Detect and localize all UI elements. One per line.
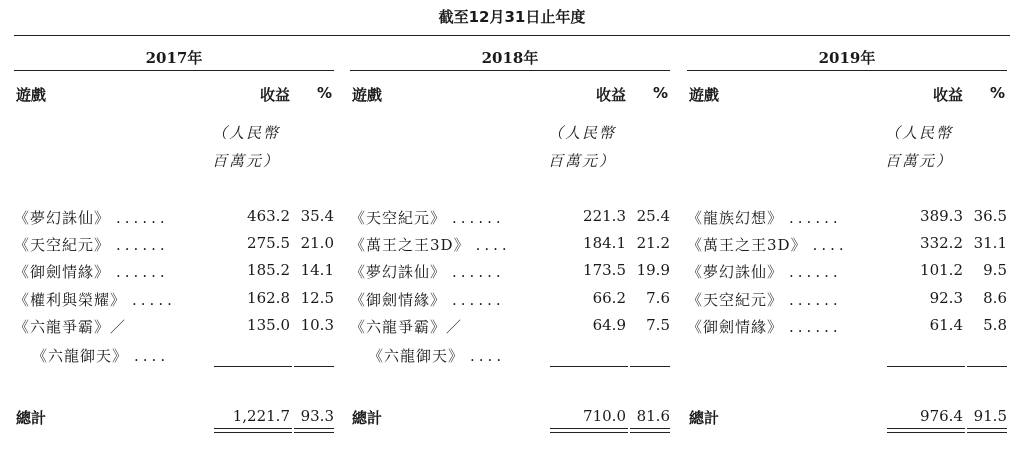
revenue-value: 275.5 [247,234,290,252]
percent-value: 36.5 [973,207,1007,225]
revenue-value: 61.4 [929,316,963,334]
leader-dots: .... [475,236,511,254]
game-name: 《御劍情緣》 [350,291,447,309]
total-revenue: 710.0 [583,407,626,425]
subtotal-rule-percent [630,366,670,367]
leader-dots: ...... [116,263,169,281]
revenue-value: 463.2 [247,207,290,225]
game-name-cell [14,207,169,228]
unit-label-line2: 百萬元） [548,152,617,170]
year-heading: 2017年 [145,49,203,67]
subtotal-rule-percent [967,366,1007,367]
percent-value: 8.6 [983,289,1007,307]
revenue-value: 221.3 [583,207,626,225]
game-name: 《御劍情緣》 [687,318,784,336]
year-rule [350,70,670,71]
subtotal-rule-percent [294,366,334,367]
percent-value: 21.2 [636,234,670,252]
revenue-value: 162.8 [247,289,290,307]
year-heading: 2019年 [818,49,876,67]
total-percent: 93.3 [300,407,334,425]
leader-dots: ...... [452,291,505,309]
leader-dots: ...... [789,318,842,336]
total-double-rule-revenue [887,428,965,433]
leader-dots: ...... [789,263,842,281]
col-header-revenue: 收益 [932,86,963,104]
col-header-percent: % [316,84,332,102]
col-header-percent: % [989,84,1005,102]
percent-value: 35.4 [300,207,334,225]
percent-value: 5.8 [983,316,1007,334]
percent-value: 19.9 [636,261,670,279]
percent-value: 10.3 [300,316,334,334]
game-name-cell [687,261,842,282]
subtotal-rule-revenue [550,366,628,367]
year-rule [14,70,334,71]
total-double-rule-percent [294,428,334,433]
total-double-rule-revenue [214,428,292,433]
unit-label-line2: 百萬元） [885,152,954,170]
col-header-revenue: 收益 [259,86,290,104]
total-double-rule-percent [630,428,670,433]
col-header-game: 遊戲 [352,86,383,104]
game-name-cell [350,261,505,282]
leader-dots: .... [134,347,170,365]
percent-value: 25.4 [636,207,670,225]
revenue-value: 185.2 [247,261,290,279]
percent-value: 9.5 [983,261,1007,279]
leader-dots: ...... [452,263,505,281]
leader-dots: ...... [116,209,169,227]
total-label: 總計 [16,409,47,427]
revenue-value: 332.2 [920,234,963,252]
game-name: 《萬王之王3D》 [350,236,470,254]
game-name-cell [350,289,505,310]
game-name-cell [368,345,505,366]
percent-value: 7.5 [646,316,670,334]
title-rule [14,35,1010,36]
revenue-value: 135.0 [247,316,290,334]
unit-label-line1: （人民幣 [548,124,617,142]
revenue-value: 92.3 [929,289,963,307]
total-label: 總計 [352,409,383,427]
game-name: 《夢幻誅仙》 [687,263,784,281]
game-name: 《六龍御天》 [32,347,129,365]
year-rule [687,70,1007,71]
revenue-value: 173.5 [583,261,626,279]
total-revenue: 1,221.7 [232,407,290,425]
game-name-cell [687,207,842,228]
percent-value: 21.0 [300,234,334,252]
total-revenue: 976.4 [920,407,963,425]
leader-dots: ...... [789,209,842,227]
year-heading: 2018年 [481,49,539,67]
col-header-game: 遊戲 [689,86,720,104]
leader-dots: .... [812,236,848,254]
percent-value: 12.5 [300,289,334,307]
game-name-cell [14,234,169,255]
game-name: 《夢幻誅仙》 [14,209,111,227]
game-name: 《六龍爭霸》／ [350,318,463,336]
game-name-cell [14,289,176,310]
revenue-value: 101.2 [920,261,963,279]
game-name-cell [350,316,468,337]
game-name: 《龍族幻想》 [687,209,784,227]
game-name-cell [687,234,848,255]
revenue-value: 64.9 [592,316,626,334]
game-name: 《六龍御天》 [368,347,465,365]
total-percent: 81.6 [636,407,670,425]
game-name-cell [14,261,169,282]
total-double-rule-revenue [550,428,628,433]
total-percent: 91.5 [973,407,1007,425]
game-name: 《萬王之王3D》 [687,236,807,254]
subtotal-rule-revenue [887,366,965,367]
leader-dots: ...... [452,209,505,227]
game-name-cell [14,316,132,337]
unit-label-line1: （人民幣 [212,124,281,142]
total-double-rule-percent [967,428,1007,433]
leader-dots: .... [470,347,506,365]
game-name: 《權利與榮耀》 [14,291,127,309]
game-name: 《六龍爭霸》／ [14,318,127,336]
game-name: 《天空紀元》 [14,236,111,254]
leader-dots: ...... [116,236,169,254]
game-name-cell [350,234,511,255]
leader-dots: ...... [789,291,842,309]
game-name: 《天空紀元》 [350,209,447,227]
period-title: 截至12月31日止年度 [438,8,586,26]
percent-value: 7.6 [646,289,670,307]
percent-value: 31.1 [973,234,1007,252]
col-header-percent: % [652,84,668,102]
game-name: 《天空紀元》 [687,291,784,309]
game-name-cell [687,289,842,310]
revenue-value: 184.1 [583,234,626,252]
game-name: 《御劍情緣》 [14,263,111,281]
game-name-cell [350,207,505,228]
subtotal-rule-revenue [214,366,292,367]
col-header-game: 遊戲 [16,86,47,104]
total-label: 總計 [689,409,720,427]
col-header-revenue: 收益 [595,86,626,104]
game-name-cell [32,345,169,366]
revenue-value: 389.3 [920,207,963,225]
unit-label-line2: 百萬元） [212,152,281,170]
leader-dots: ..... [132,291,176,309]
game-name-cell [687,316,842,337]
percent-value: 14.1 [300,261,334,279]
game-name: 《夢幻誅仙》 [350,263,447,281]
unit-label-line1: （人民幣 [885,124,954,142]
revenue-value: 66.2 [592,289,626,307]
